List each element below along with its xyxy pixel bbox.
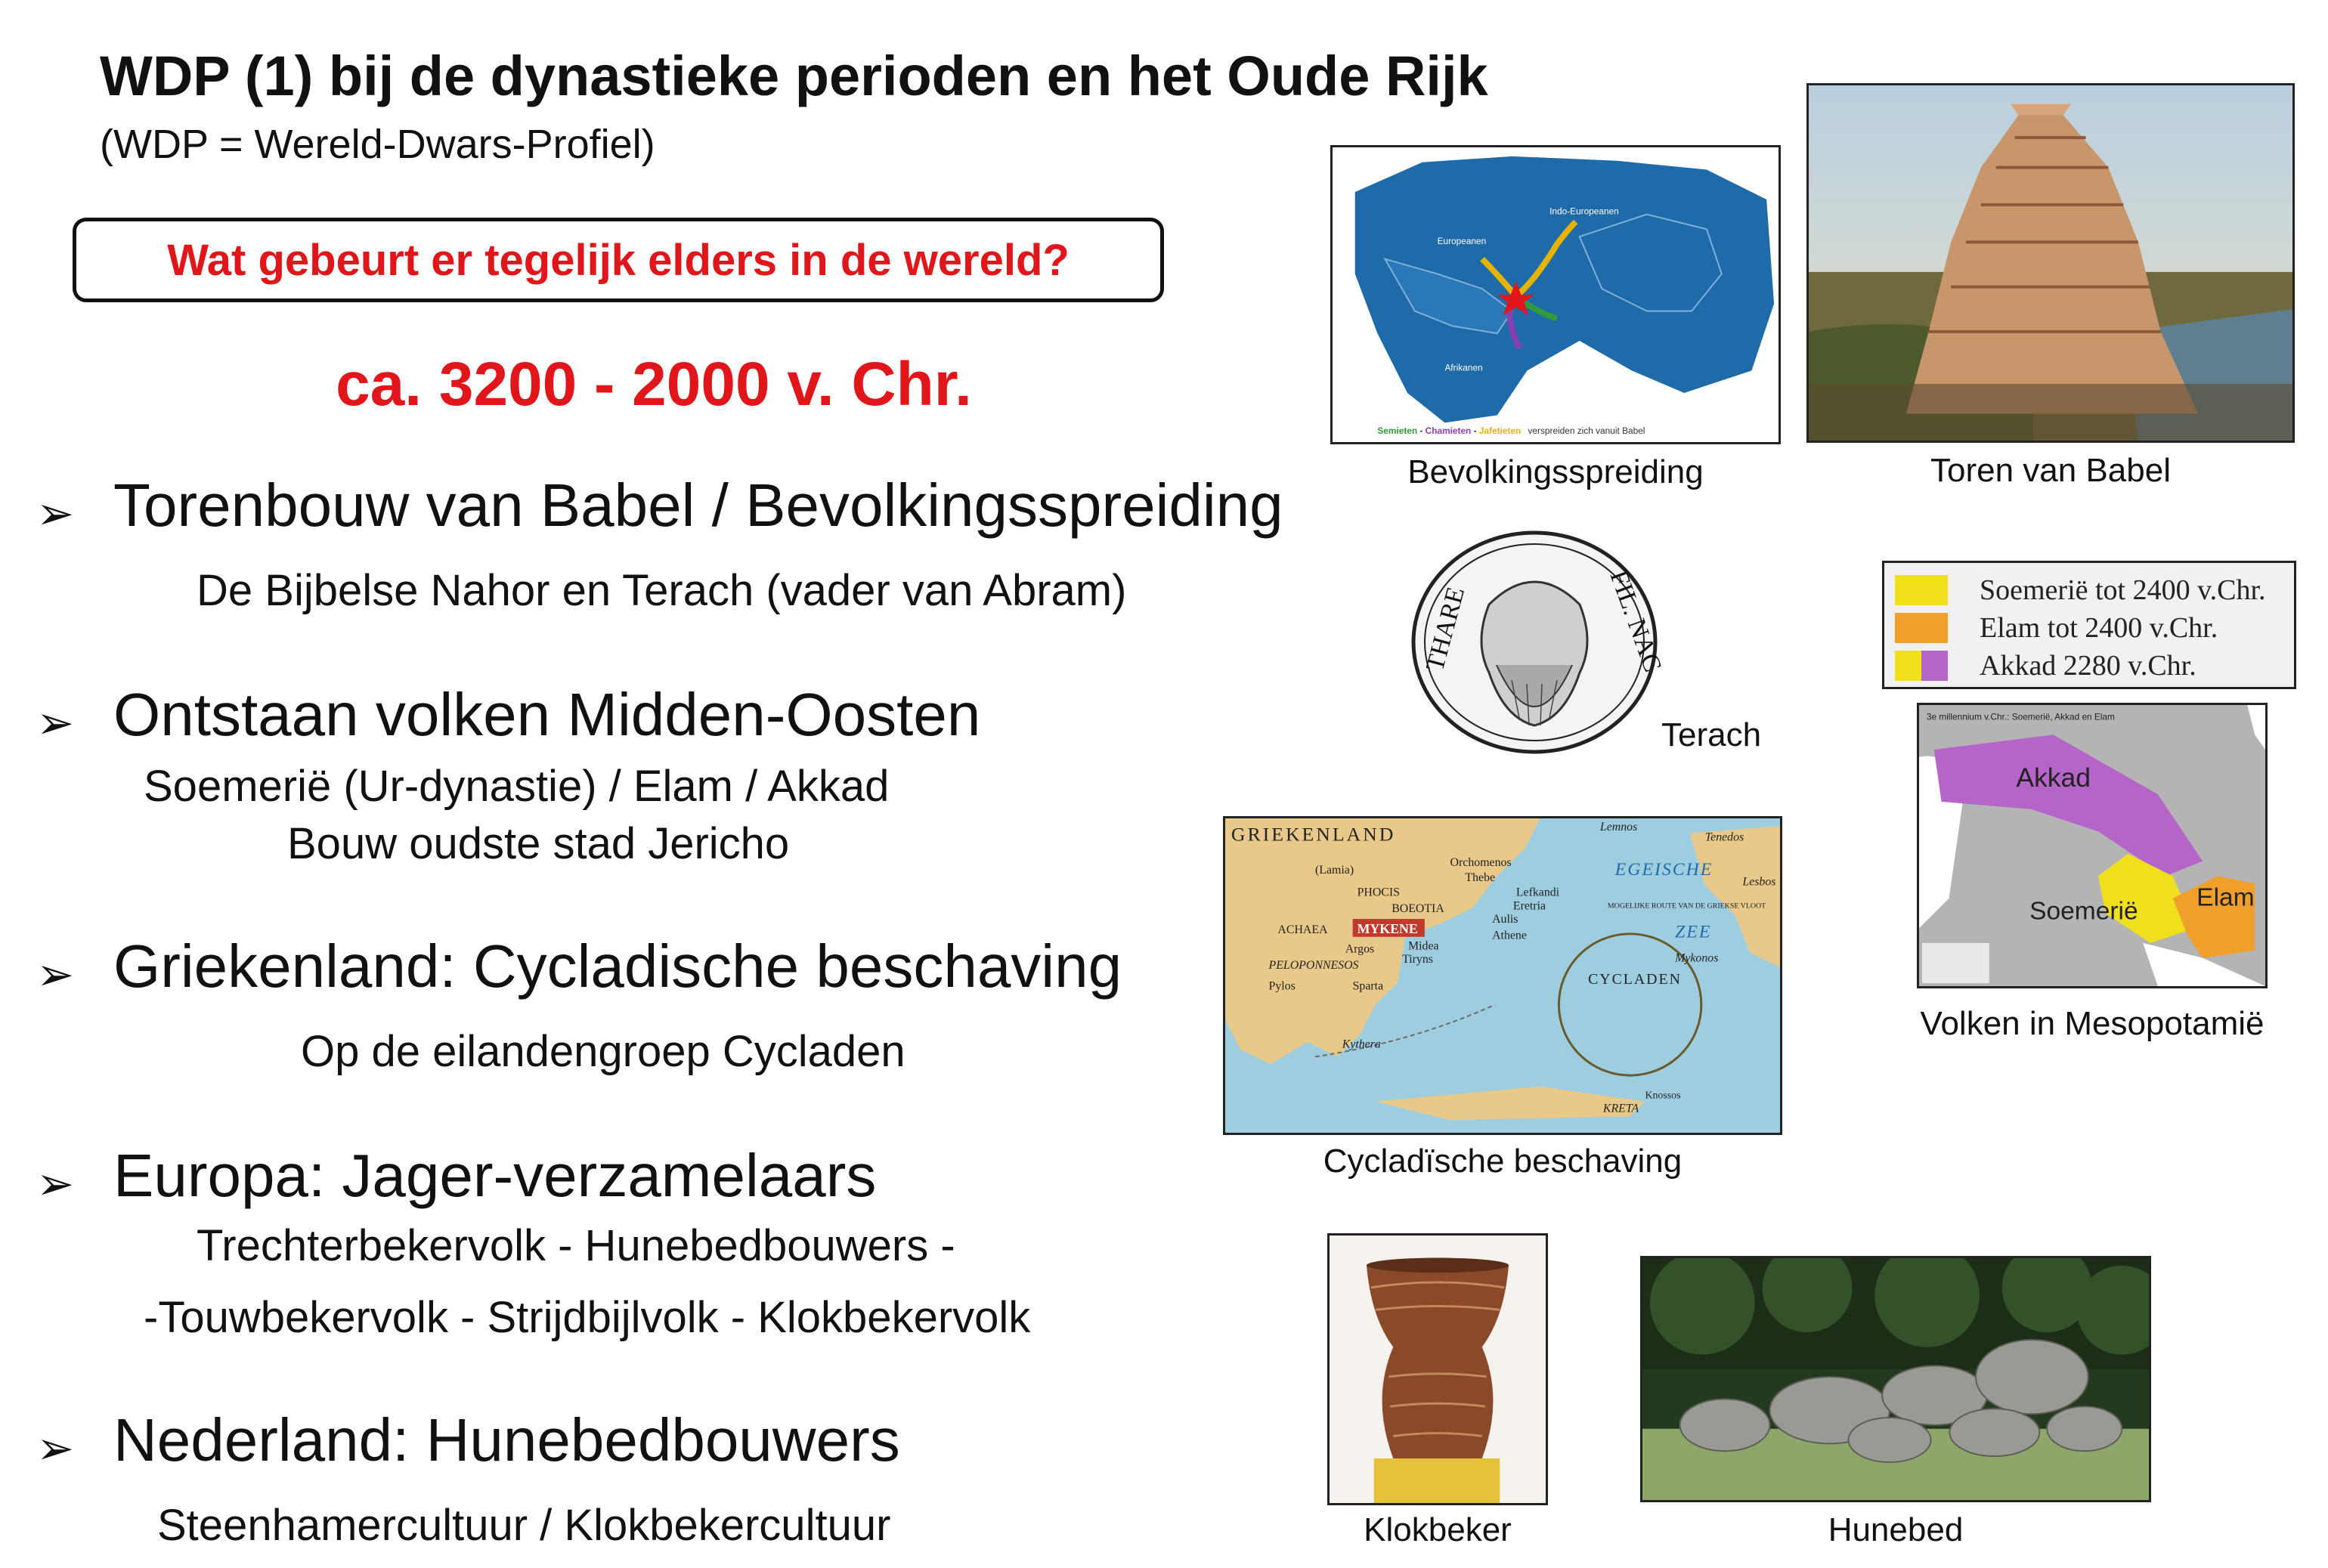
bullet-arrow-icon: ➢ (36, 697, 75, 748)
map-label: BOEOTIA (1392, 902, 1444, 916)
mesopotamia-legend (1882, 561, 2296, 689)
map-label: Athene (1492, 929, 1527, 942)
map-label: PHOCIS (1357, 886, 1400, 899)
svg-text:Semieten - Chami: Semieten - Chamieten - Jafetieten verspreiden zich vanuit Babel (1377, 425, 1645, 437)
section-heading: Torenbouw van Babel / Bevolkingsspreiding (113, 472, 1283, 539)
bullet-arrow-icon: ➢ (36, 1423, 75, 1474)
legend-jafetieten: Jafetieten (1478, 425, 1522, 437)
bullet-arrow-icon: ➢ (36, 949, 75, 1000)
map-label: Aulis (1492, 913, 1518, 926)
map-label: MOGELIJKE ROUTE VAN DE GRIEKSE VLOOT (1607, 902, 1766, 911)
map-label: Orchomenos (1450, 856, 1512, 870)
map-label: EGEISCHE (1614, 859, 1713, 880)
map-label: Lefkandi (1515, 886, 1560, 899)
map-label: Europeanen (1437, 236, 1487, 247)
map-label: Lemnos (1599, 820, 1638, 833)
map-label: Sparta (1352, 979, 1384, 993)
map-label: Thebe (1465, 871, 1496, 884)
spread-map-image (1330, 145, 1781, 444)
image-caption: Volken in Mesopotamië (1920, 1005, 2265, 1042)
map-label: PELOPONNESOS (1268, 959, 1359, 973)
section-line: Steenhamercultuur / Klokbekercultuur (157, 1501, 891, 1550)
image-caption: Klokbeker (1364, 1511, 1512, 1548)
hunebed-image (1640, 1256, 2151, 1502)
map-label: ZEE (1675, 922, 1712, 942)
coin-text-left: THARE (1420, 584, 1471, 675)
greece-map-image (1223, 816, 1782, 1135)
map-label: Lesbos (1742, 875, 1776, 889)
map-label: (Lamia) (1315, 863, 1354, 877)
map-label: Indo-Europeanen (1549, 206, 1619, 217)
map-label: Akkad (2016, 762, 2091, 793)
map-label: Tenedos (1704, 830, 1744, 844)
image-caption: Terach (1661, 716, 1762, 753)
swatch-akkad-b (1921, 651, 1948, 681)
legend-rest: verspreiden zich vanuit Babel (1528, 425, 1645, 437)
page-title: WDP (1) bij de dynastieke perioden en het Oude Rijk (100, 45, 1488, 107)
map-label: Kythera (1342, 1038, 1381, 1051)
section-heading: Nederland: Hunebedbouwers (113, 1406, 900, 1474)
map-label: Mykonos (1675, 951, 1719, 965)
image-caption: Toren van Babel (1930, 452, 2171, 489)
map-label: KRETA (1602, 1102, 1639, 1115)
image-caption: Cycladïsche beschaving (1323, 1143, 1683, 1180)
page-subtitle: (WDP = Wereld-Dwars-Profiel) (100, 122, 655, 167)
map-label: Elam (2196, 883, 2255, 912)
map-label: Afrikanen (1444, 362, 1483, 373)
bullet-arrow-icon: ➢ (36, 488, 75, 539)
map-label: ACHAEA (1277, 923, 1328, 936)
legend-item: Soemerië tot 2400 v.Chr. (1980, 574, 2266, 606)
section-line: Bouw oudste stad Jericho (287, 819, 790, 868)
map-label: CYCLADEN (1588, 970, 1682, 988)
map-label: Argos (1345, 942, 1375, 956)
section-line: Trechterbekervolk - Hunebedbouwers - (197, 1221, 955, 1270)
legend-item: Elam tot 2400 v.Chr. (1980, 612, 2218, 644)
map-label: Knossos (1645, 1089, 1681, 1101)
section-heading: Griekenland: Cycladische beschaving (113, 932, 1122, 1000)
question-box (73, 218, 1164, 302)
swatch-elam (1895, 613, 1948, 643)
legend-chamieten: Chamieten (1425, 425, 1472, 437)
section-line: Soemerië (Ur-dynastie) / Elam / Akkad (144, 762, 890, 811)
bullet-arrow-icon: ➢ (36, 1158, 75, 1209)
map-label: Eretria (1512, 899, 1546, 913)
mesopotamia-map-image (1917, 703, 2268, 988)
terach-coin-image (1406, 529, 1663, 756)
legend-semieten: Semieten (1377, 425, 1418, 437)
babel-painting-image (1806, 83, 2295, 443)
map-label: Midea (1408, 939, 1439, 953)
map-label: Tiryns (1402, 953, 1433, 966)
map-label: MYKENE (1357, 920, 1418, 936)
period-label: ca. 3200 - 2000 v. Chr. (336, 350, 972, 419)
image-caption: Hunebed (1828, 1511, 1964, 1548)
swatch-soemerie (1895, 575, 1948, 605)
map-header: 3e millennium v.Chr.: Soemerië, Akkad en Elam (1926, 711, 2115, 722)
map-label: Soemerië (2029, 897, 2138, 926)
legend-item: Akkad 2280 v.Chr. (1980, 650, 2196, 682)
question-text: Wat gebeurt er tegelijk elders in de wereld? (167, 235, 1070, 285)
section-heading: Ontstaan volken Midden-Oosten (113, 681, 981, 748)
map-label: GRIEKENLAND (1231, 823, 1396, 846)
section-line: De Bijbelse Nahor en Terach (vader van Abram) (197, 566, 1127, 615)
coin-text-right: FIL. NAC (1604, 567, 1663, 676)
section-line: Op de eilandengroep Cycladen (301, 1027, 906, 1076)
klokbeker-image (1327, 1233, 1548, 1505)
section-line: -Touwbekervolk - Strijdbijlvolk - Klokbekervolk (144, 1293, 1031, 1342)
swatch-akkad-a (1895, 651, 1921, 681)
map-label: Pylos (1268, 979, 1296, 993)
section-heading: Europa: Jager-verzamelaars (113, 1142, 877, 1209)
image-caption: Bevolkingsspreiding (1407, 453, 1704, 490)
